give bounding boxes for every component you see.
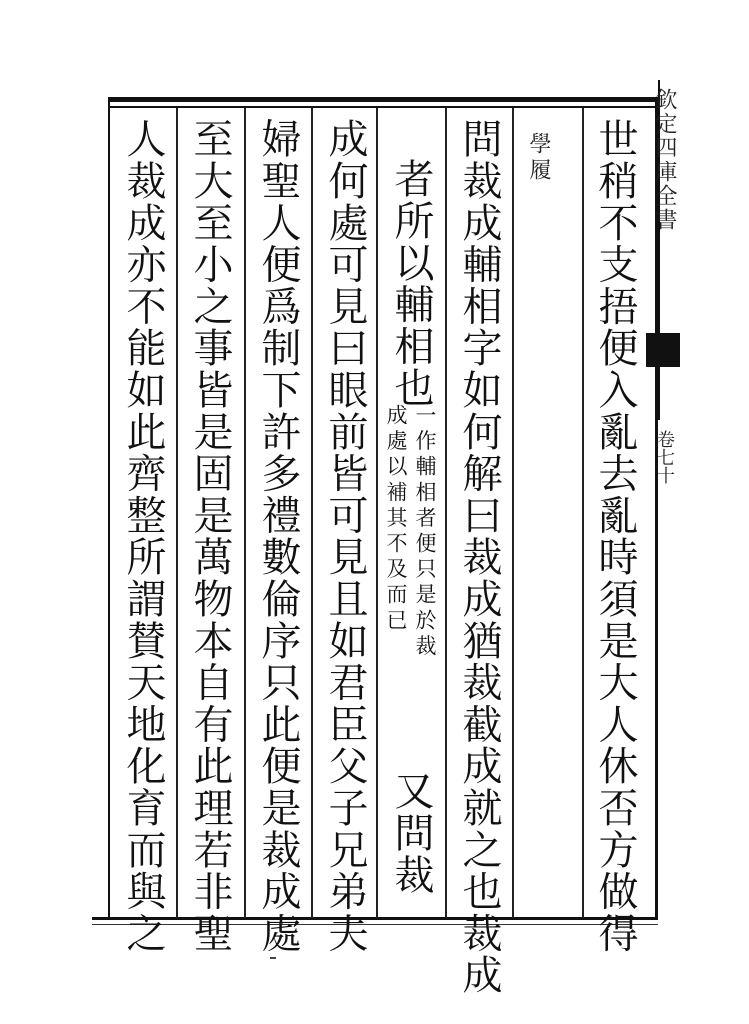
text-column-4-tail: 又問裁 <box>388 770 434 896</box>
interlinear-note-left: 成處以補其不及而已 <box>384 404 408 635</box>
column-divider <box>582 108 584 918</box>
fish-tail-mark <box>646 333 680 367</box>
text-column-3: 問裁成輔相字如何解曰裁成猶裁截成就之也裁成 <box>456 118 502 996</box>
margin-book-title: 欽定四庫全書 <box>652 88 677 232</box>
text-column-1: 世稍不支捂便入亂去亂時須是大人休否方做得 <box>592 118 638 954</box>
frame-top-inner-rule <box>108 106 656 108</box>
column-divider <box>311 108 313 918</box>
margin-juan-number: 卷七十 <box>654 430 675 484</box>
column-divider <box>244 108 246 918</box>
interlinear-note-right: 一作輔相者便只是於裁 <box>413 404 437 660</box>
column-divider <box>176 108 178 918</box>
frame-top-rule <box>108 97 656 102</box>
column-divider <box>445 108 447 918</box>
text-column-6: 婦聖人便爲制下許多禮數倫序只此便是裁成處 <box>255 118 301 954</box>
text-column-4-main: 者所以輔相也 <box>388 158 434 409</box>
frame-left-rule <box>108 100 110 920</box>
scan-speck <box>270 957 276 959</box>
text-column-5: 成何處可見曰眼前皆可見且如君臣父子兄弟夫 <box>322 118 368 954</box>
text-column-8: 人裁成亦不能如此齊整所謂賛天地化育而與之 <box>120 118 166 954</box>
speaker-attribution: 學履 <box>526 132 551 184</box>
column-divider <box>512 108 514 918</box>
text-column-7: 至大至小之事皆是固是萬物本自有此理若非聖 <box>187 118 233 954</box>
frame-bottom-inner-rule <box>92 924 658 925</box>
column-divider <box>376 108 378 918</box>
